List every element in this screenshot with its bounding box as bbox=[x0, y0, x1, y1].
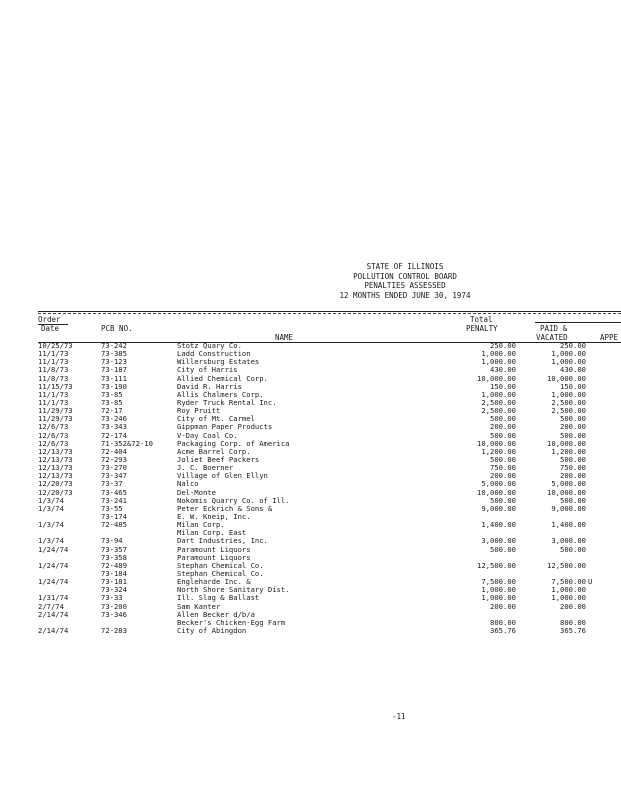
cell-total-penalty: 200.00 bbox=[490, 422, 516, 432]
cell-pcb-no: 73-465 bbox=[101, 487, 127, 497]
cell-pcb-no: 73-111 bbox=[101, 373, 127, 383]
cell-paid-vacated: 150.00 bbox=[560, 381, 586, 391]
cell-name: Roy Pruitt bbox=[177, 406, 221, 416]
cell-paid-vacated: 1,000.00 bbox=[551, 389, 586, 399]
cell-pcb-no: 73-85 bbox=[101, 397, 123, 407]
cell-order-date: 11/1/73 bbox=[38, 349, 69, 359]
cell-name: Nalco bbox=[177, 479, 199, 489]
cell-order-date: 12/6/73 bbox=[38, 438, 69, 448]
paid-overline bbox=[535, 322, 621, 323]
cell-total-penalty: 1,000.00 bbox=[481, 389, 516, 399]
cell-order-date: 11/29/73 bbox=[38, 406, 73, 416]
cell-order-date: 12/13/73 bbox=[38, 471, 73, 481]
title-state: STATE OF ILLINOIS bbox=[366, 262, 444, 271]
cell-paid-vacated: 500.00 bbox=[560, 454, 586, 464]
cell-pcb-no: 73-385 bbox=[101, 349, 127, 359]
cell-order-date: 11/1/73 bbox=[38, 397, 69, 407]
col-order-label: Order bbox=[38, 315, 61, 324]
cell-paid-vacated: 500.00 bbox=[560, 414, 586, 424]
cell-order-date: 11/29/73 bbox=[38, 414, 73, 424]
cell-name: Village of Glen Ellyn bbox=[177, 471, 268, 481]
table-row bbox=[38, 383, 621, 391]
cell-name: Paramount Liquors bbox=[177, 552, 251, 562]
header-rule-top bbox=[38, 311, 621, 312]
cell-pcb-no: 73-358 bbox=[101, 552, 127, 562]
cell-paid-vacated: 500.00 bbox=[560, 544, 586, 554]
cell-total-penalty: 200.00 bbox=[490, 471, 516, 481]
cell-order-date: 12/6/73 bbox=[38, 430, 69, 440]
cell-paid-vacated: 12,500.00 bbox=[547, 560, 586, 570]
cell-paid-vacated: 10,000.00 bbox=[547, 373, 586, 383]
cell-appeal: U bbox=[588, 577, 593, 587]
cell-paid-vacated: 200.00 bbox=[560, 471, 586, 481]
cell-pcb-no: 73-200 bbox=[101, 601, 127, 611]
col-vacated-label: VACATED bbox=[536, 333, 568, 342]
cell-order-date: 1/3/74 bbox=[38, 495, 64, 505]
cell-pcb-no: 73-270 bbox=[101, 463, 127, 473]
cell-total-penalty: 1,000.00 bbox=[481, 585, 516, 595]
cell-name: City of Mt. Carmel bbox=[177, 414, 255, 424]
col-total-label: Total bbox=[470, 315, 493, 324]
cell-total-penalty: 1,200.00 bbox=[481, 446, 516, 456]
cell-total-penalty: 1,000.00 bbox=[481, 357, 516, 367]
cell-order-date: 12/13/73 bbox=[38, 454, 73, 464]
cell-total-penalty: 500.00 bbox=[490, 544, 516, 554]
cell-pcb-no: 73-181 bbox=[101, 577, 127, 587]
cell-name: Allis Chalmers Corp. bbox=[177, 389, 264, 399]
cell-total-penalty: 500.00 bbox=[490, 454, 516, 464]
cell-name: Dart Industries, Inc. bbox=[177, 536, 268, 546]
col-appeal-label: APPE bbox=[600, 333, 619, 342]
cell-pcb-no: 71-352&72-10 bbox=[101, 438, 153, 448]
cell-pcb-no: 73-55 bbox=[101, 503, 123, 513]
cell-paid-vacated: 200.00 bbox=[560, 422, 586, 432]
cell-name: Milan Corp. bbox=[177, 520, 225, 530]
cell-total-penalty: 250.00 bbox=[490, 341, 516, 350]
cell-pcb-no: 73-190 bbox=[101, 381, 127, 391]
cell-name: Stotz Quary Co. bbox=[177, 341, 242, 350]
col-pcb-label: PCB NO. bbox=[101, 324, 133, 333]
cell-total-penalty: 500.00 bbox=[490, 430, 516, 440]
cell-order-date: 2/14/74 bbox=[38, 609, 69, 619]
cell-pcb-no: 73-37 bbox=[101, 479, 123, 489]
cell-order-date: 11/8/73 bbox=[38, 365, 69, 375]
cell-order-date: 1/24/74 bbox=[38, 577, 69, 587]
cell-name: V-Day Coal Co. bbox=[177, 430, 238, 440]
cell-total-penalty: 9,000.00 bbox=[481, 503, 516, 513]
table-row bbox=[38, 627, 621, 635]
cell-paid-vacated: 500.00 bbox=[560, 430, 586, 440]
cell-paid-vacated: 1,000.00 bbox=[551, 585, 586, 595]
order-underline bbox=[38, 324, 68, 325]
cell-order-date: 1/3/74 bbox=[38, 536, 64, 546]
cell-paid-vacated: 750.00 bbox=[560, 463, 586, 473]
cell-paid-vacated: 430.00 bbox=[560, 365, 586, 375]
header-rule-dashed bbox=[38, 313, 621, 314]
cell-total-penalty: 2,500.00 bbox=[481, 397, 516, 407]
cell-pcb-no: 73-357 bbox=[101, 544, 127, 554]
cell-order-date: 11/8/73 bbox=[38, 373, 69, 383]
cell-total-penalty: 12,500.00 bbox=[477, 560, 516, 570]
cell-paid-vacated: 9,000.00 bbox=[551, 503, 586, 513]
cell-pcb-no: 73-343 bbox=[101, 422, 127, 432]
cell-paid-vacated: 1,000.00 bbox=[551, 593, 586, 603]
cell-order-date: 1/3/74 bbox=[38, 520, 64, 530]
cell-name: Acme Barrel Corp. bbox=[177, 446, 251, 456]
title-period: 12 MONTHS ENDED JUNE 30, 1974 bbox=[339, 290, 471, 300]
col-name-label: NAME bbox=[275, 333, 294, 342]
cell-pcb-no: 72-283 bbox=[101, 625, 127, 635]
penalties-table bbox=[38, 342, 621, 635]
cell-name: Milan Corp. East bbox=[177, 528, 247, 538]
cell-paid-vacated: 200.00 bbox=[560, 601, 586, 611]
cell-pcb-no: 73-346 bbox=[101, 609, 127, 619]
cell-name: Joliet Beef Packers bbox=[177, 454, 260, 464]
cell-order-date: 12/6/73 bbox=[38, 422, 69, 432]
cell-order-date: 1/3/74 bbox=[38, 503, 64, 513]
cell-pcb-no: 73-123 bbox=[101, 357, 127, 367]
cell-pcb-no: 72-489 bbox=[101, 560, 127, 570]
cell-pcb-no: 73-174 bbox=[101, 511, 127, 521]
cell-name: J. C. Boerner bbox=[177, 463, 234, 473]
cell-order-date: 1/31/74 bbox=[38, 593, 69, 603]
cell-total-penalty: 1,400.00 bbox=[481, 520, 516, 530]
cell-paid-vacated: 1,400.00 bbox=[551, 520, 586, 530]
cell-order-date: 10/25/73 bbox=[38, 341, 73, 350]
cell-total-penalty: 365.76 bbox=[490, 625, 516, 635]
cell-name: Gippman Paper Products bbox=[177, 422, 273, 432]
cell-total-penalty: 3,000.00 bbox=[481, 536, 516, 546]
cell-order-date: 11/1/73 bbox=[38, 389, 69, 399]
cell-pcb-no: 73-187 bbox=[101, 365, 127, 375]
cell-name: E. W. Kneip, Inc. bbox=[177, 511, 251, 521]
cell-pcb-no: 72-485 bbox=[101, 520, 127, 530]
page-number: -11 bbox=[392, 712, 406, 721]
cell-total-penalty: 150.00 bbox=[490, 381, 516, 391]
cell-name: Stephan Chemical Co. bbox=[177, 568, 264, 578]
cell-total-penalty: 430.00 bbox=[490, 365, 516, 375]
cell-paid-vacated: 800.00 bbox=[560, 617, 586, 627]
cell-pcb-no: 73-324 bbox=[101, 585, 127, 595]
cell-total-penalty: 10,000.00 bbox=[477, 438, 516, 448]
cell-total-penalty: 10,000.00 bbox=[477, 373, 516, 383]
title-board: POLLUTION CONTROL BOARD bbox=[353, 271, 457, 281]
cell-name: Peter Eckrich & Sons & bbox=[177, 503, 273, 513]
cell-total-penalty: 500.00 bbox=[490, 414, 516, 424]
cell-total-penalty: 7,500.00 bbox=[481, 577, 516, 587]
cell-total-penalty: 500.00 bbox=[490, 495, 516, 505]
table-row bbox=[38, 391, 621, 399]
cell-name: Paramount Liquors bbox=[177, 544, 251, 554]
cell-total-penalty: 10,000.00 bbox=[477, 487, 516, 497]
cell-name: Nokomis Quarry Co. of Ill. bbox=[177, 495, 290, 505]
cell-total-penalty: 1,000.00 bbox=[481, 349, 516, 359]
col-date-label: Date bbox=[41, 324, 60, 333]
cell-pcb-no: 73-184 bbox=[101, 568, 127, 578]
cell-order-date: 1/24/74 bbox=[38, 544, 69, 554]
cell-name: City of Harris bbox=[177, 365, 238, 375]
cell-pcb-no: 72-174 bbox=[101, 430, 127, 440]
cell-order-date: 12/20/73 bbox=[38, 479, 73, 489]
cell-pcb-no: 73-246 bbox=[101, 414, 127, 424]
col-penalty-label: PENALTY bbox=[466, 324, 498, 333]
title-report: PENALTIES ASSESSED bbox=[364, 281, 446, 290]
cell-name: Stephan Chemical Co. bbox=[177, 560, 264, 570]
cell-name: Allen Becker d/b/a bbox=[177, 609, 255, 619]
cell-paid-vacated: 1,200.00 bbox=[551, 446, 586, 456]
cell-total-penalty: 5,000.00 bbox=[481, 479, 516, 489]
cell-order-date: 12/13/73 bbox=[38, 463, 73, 473]
cell-name: Del-Monte bbox=[177, 487, 216, 497]
cell-total-penalty: 1,000.00 bbox=[481, 593, 516, 603]
table-row bbox=[38, 497, 621, 505]
cell-paid-vacated: 250.00 bbox=[560, 341, 586, 350]
cell-name: Packaging Corp. of America bbox=[177, 438, 290, 448]
cell-paid-vacated: 2,500.00 bbox=[551, 406, 586, 416]
cell-name: Engleharde Inc. & bbox=[177, 577, 251, 587]
cell-name: Ill. Slag & Ballast bbox=[177, 593, 260, 603]
table-row bbox=[38, 529, 621, 537]
cell-pcb-no: 73-241 bbox=[101, 495, 127, 505]
table-row bbox=[38, 472, 621, 480]
cell-pcb-no: 73-94 bbox=[101, 536, 123, 546]
cell-paid-vacated: 3,000.00 bbox=[551, 536, 586, 546]
table-row bbox=[38, 521, 621, 529]
cell-name: City of Abingdon bbox=[177, 625, 247, 635]
cell-paid-vacated: 1,000.00 bbox=[551, 349, 586, 359]
cell-pcb-no: 73-85 bbox=[101, 389, 123, 399]
cell-order-date: 11/15/73 bbox=[38, 381, 73, 391]
cell-paid-vacated: 10,000.00 bbox=[547, 487, 586, 497]
cell-total-penalty: 800.00 bbox=[490, 617, 516, 627]
cell-pcb-no: 72-17 bbox=[101, 406, 123, 416]
cell-order-date: 12/20/73 bbox=[38, 487, 73, 497]
cell-pcb-no: 72-404 bbox=[101, 446, 127, 456]
cell-name: Becker's Chicken-Egg Farm bbox=[177, 617, 286, 627]
col-paid-label: PAID & bbox=[540, 324, 568, 333]
report-title-block bbox=[280, 262, 530, 300]
cell-paid-vacated: 10,000.00 bbox=[547, 438, 586, 448]
cell-pcb-no: 73-33 bbox=[101, 593, 123, 603]
cell-order-date: 11/1/73 bbox=[38, 357, 69, 367]
cell-name: Willersburg Estates bbox=[177, 357, 260, 367]
cell-total-penalty: 2,500.00 bbox=[481, 406, 516, 416]
cell-total-penalty: 200.00 bbox=[490, 601, 516, 611]
table-row bbox=[38, 399, 621, 407]
cell-name: North Shore Sanitary Dist. bbox=[177, 585, 290, 595]
cell-paid-vacated: 5,000.00 bbox=[551, 479, 586, 489]
table-row bbox=[38, 586, 621, 594]
cell-name: Ryder Truck Rental Inc. bbox=[177, 397, 277, 407]
cell-order-date: 12/13/73 bbox=[38, 446, 73, 456]
cell-pcb-no: 72-293 bbox=[101, 454, 127, 464]
table-row bbox=[38, 611, 621, 619]
cell-name: Allied Chemical Corp. bbox=[177, 373, 268, 383]
cell-paid-vacated: 1,000.00 bbox=[551, 357, 586, 367]
cell-order-date: 2/7/74 bbox=[38, 601, 64, 611]
cell-paid-vacated: 2,500.00 bbox=[551, 397, 586, 407]
cell-paid-vacated: 500.00 bbox=[560, 495, 586, 505]
cell-name: Ladd Construction bbox=[177, 349, 251, 359]
cell-paid-vacated: 7,500.00 bbox=[551, 577, 586, 587]
cell-pcb-no: 73-242 bbox=[101, 341, 127, 350]
cell-paid-vacated: 365.76 bbox=[560, 625, 586, 635]
cell-total-penalty: 750.00 bbox=[490, 463, 516, 473]
cell-order-date: 1/24/74 bbox=[38, 560, 69, 570]
cell-name: David R. Harris bbox=[177, 381, 242, 391]
cell-name: Sam Kanter bbox=[177, 601, 221, 611]
cell-pcb-no: 73-347 bbox=[101, 471, 127, 481]
cell-order-date: 2/14/74 bbox=[38, 625, 69, 635]
